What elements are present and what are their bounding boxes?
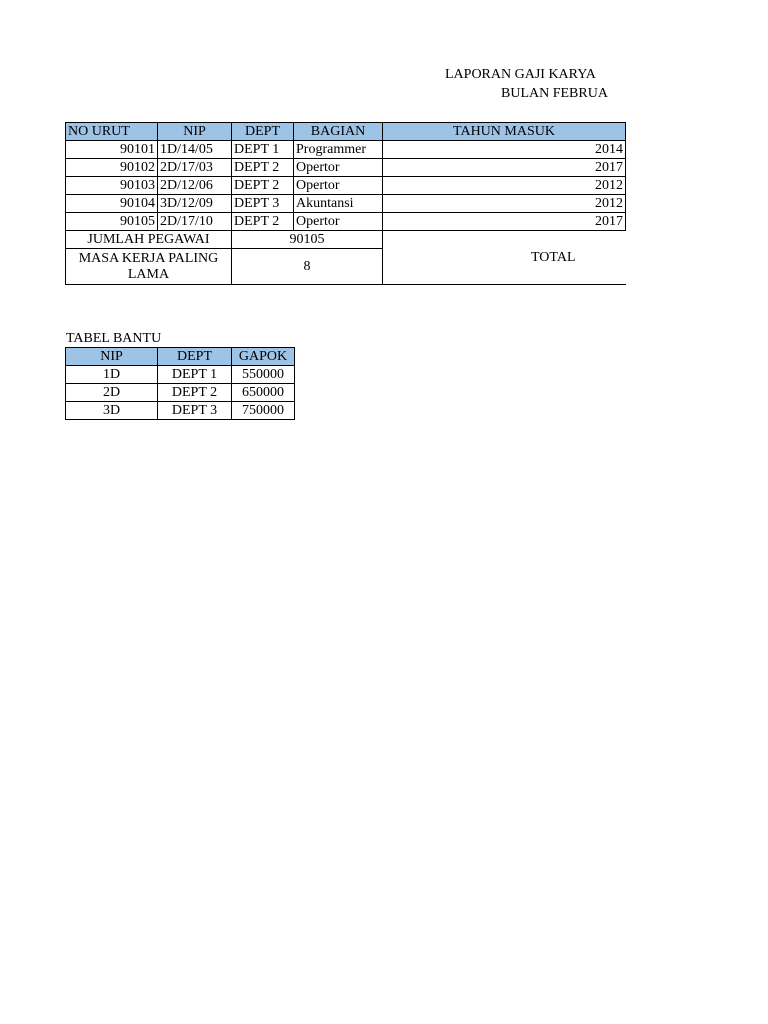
helper-cell-nip[interactable]: 1D: [66, 366, 158, 384]
cell-bagian[interactable]: Programmer: [294, 141, 383, 159]
cell-dept[interactable]: DEPT 1: [232, 141, 294, 159]
cell-nip[interactable]: 3D/12/09: [158, 195, 232, 213]
cell-bagian[interactable]: Opertor: [294, 159, 383, 177]
table-row: [66, 159, 626, 177]
header-dept[interactable]: DEPT: [232, 123, 294, 141]
helper-cell-dept[interactable]: DEPT 1: [158, 366, 232, 384]
cell-nip[interactable]: 2D/17/03: [158, 159, 232, 177]
header-no-urut[interactable]: NO URUT: [66, 123, 158, 141]
table-row: [66, 177, 626, 195]
header-tahun-masuk[interactable]: TAHUN MASUK: [383, 123, 626, 141]
helper-cell-nip[interactable]: 3D: [66, 402, 158, 420]
helper-table-caption: TABEL BANTU: [66, 331, 162, 346]
table-row: [66, 195, 626, 213]
cell-nip[interactable]: 1D/14/05: [158, 141, 232, 159]
helper-header-nip[interactable]: NIP: [66, 348, 158, 366]
cell-dept[interactable]: DEPT 2: [232, 213, 294, 231]
header-bagian[interactable]: BAGIAN: [294, 123, 383, 141]
cell-no-urut[interactable]: 90101: [66, 141, 158, 159]
jumlah-pegawai-value[interactable]: 90105: [232, 231, 383, 249]
cell-dept[interactable]: DEPT 2: [232, 159, 294, 177]
cell-bagian[interactable]: Opertor: [294, 177, 383, 195]
cell-nip[interactable]: 2D/17/10: [158, 213, 232, 231]
cell-nip[interactable]: 2D/12/06: [158, 177, 232, 195]
masa-kerja-value[interactable]: 8: [232, 249, 383, 285]
salary-table: [65, 122, 626, 285]
cell-no-urut[interactable]: 90104: [66, 195, 158, 213]
report-subtitle: BULAN FEBRUA: [501, 86, 608, 101]
cell-tahun-masuk[interactable]: 2012: [383, 195, 626, 213]
cell-bagian[interactable]: Opertor: [294, 213, 383, 231]
helper-cell-dept[interactable]: DEPT 2: [158, 384, 232, 402]
helper-header-gapok[interactable]: GAPOK: [232, 348, 295, 366]
cell-dept[interactable]: DEPT 3: [232, 195, 294, 213]
table-row: [66, 213, 626, 231]
helper-table-header-row: [66, 348, 295, 366]
cell-no-urut[interactable]: 90103: [66, 177, 158, 195]
cell-no-urut[interactable]: 90102: [66, 159, 158, 177]
table-row: [66, 384, 295, 402]
cell-tahun-masuk[interactable]: 2014: [383, 141, 626, 159]
helper-cell-gapok[interactable]: 650000: [232, 384, 295, 402]
total-label[interactable]: TOTAL: [383, 231, 626, 285]
helper-table: [65, 347, 295, 420]
cell-no-urut[interactable]: 90105: [66, 213, 158, 231]
table-row: [66, 402, 295, 420]
helper-cell-gapok[interactable]: 750000: [232, 402, 295, 420]
cell-bagian[interactable]: Akuntansi: [294, 195, 383, 213]
table-row: [66, 366, 295, 384]
cell-tahun-masuk[interactable]: 2017: [383, 213, 626, 231]
cell-tahun-masuk[interactable]: 2012: [383, 177, 626, 195]
cell-tahun-masuk[interactable]: 2017: [383, 159, 626, 177]
helper-cell-dept[interactable]: DEPT 3: [158, 402, 232, 420]
summary-row-jumlah: [66, 231, 626, 249]
helper-header-dept[interactable]: DEPT: [158, 348, 232, 366]
report-title: LAPORAN GAJI KARYA: [445, 67, 596, 82]
header-nip[interactable]: NIP: [158, 123, 232, 141]
helper-cell-nip[interactable]: 2D: [66, 384, 158, 402]
jumlah-pegawai-label[interactable]: JUMLAH PEGAWAI: [66, 231, 232, 249]
masa-kerja-label[interactable]: MASA KERJA PALING LAMA: [66, 249, 232, 285]
table-row: [66, 141, 626, 159]
helper-cell-gapok[interactable]: 550000: [232, 366, 295, 384]
salary-table-header-row: [66, 123, 626, 141]
cell-dept[interactable]: DEPT 2: [232, 177, 294, 195]
